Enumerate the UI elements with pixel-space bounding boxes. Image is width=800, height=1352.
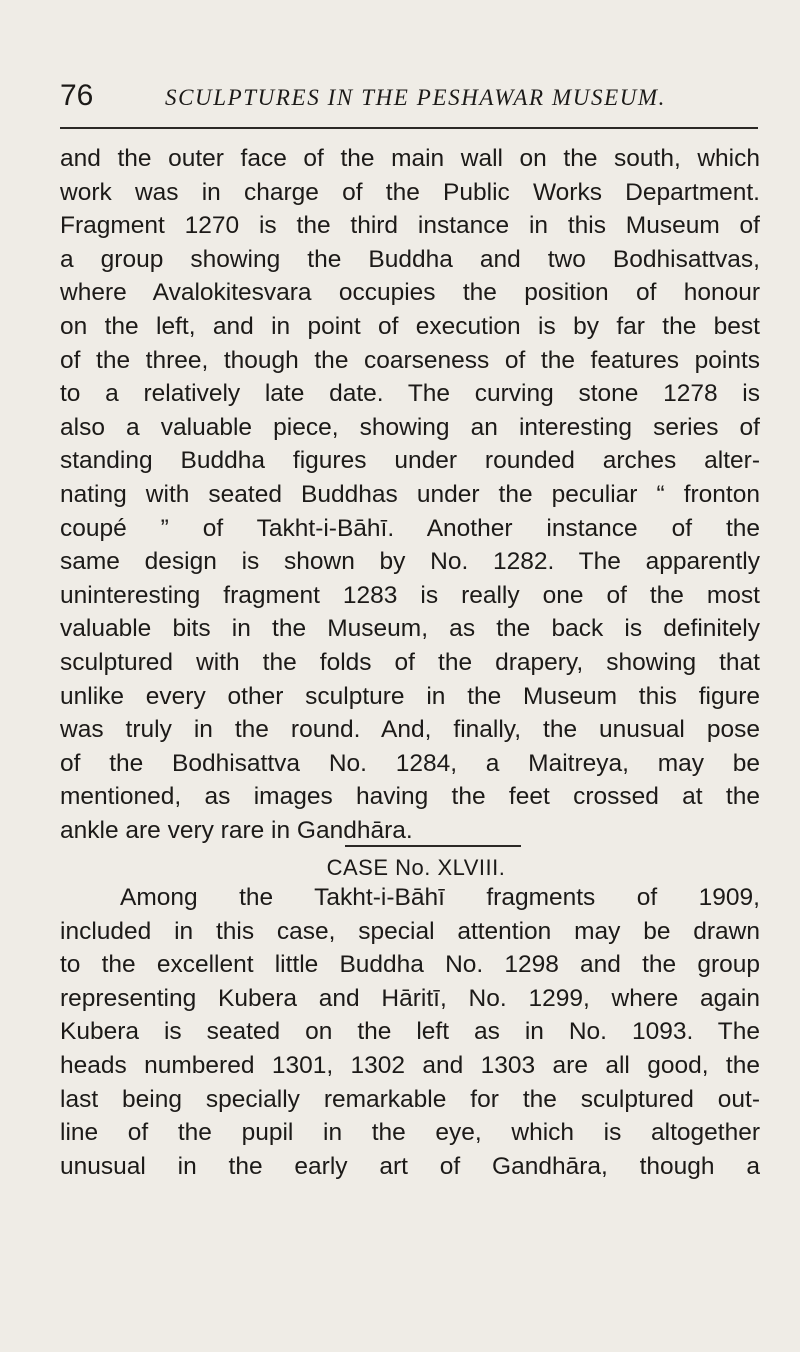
text-line: mentioned, as images having the feet crossed at the [60,783,760,811]
text-line: to the excellent little Buddha No. 1298 and the group [60,951,760,979]
running-title: SCULPTURES IN THE PESHAWAR MUSEUM. [165,85,667,110]
text-line: where Avalokitesvara occupies the position of honour [60,279,760,307]
text-line: unlike every other sculpture in the Museum this figure [60,682,760,710]
text-line: of the Bodhisattva No. 1284, a Maitreya, may be [60,749,760,777]
text-line: on the left, and in point of execution is by far the best [60,312,760,340]
running-head [60,74,760,118]
text-line: was truly in the round. And, finally, the unusual pose [60,716,760,744]
text-line: coupé ” of Takht-i-Bāhī. Another instance of the [60,514,760,542]
text-line: line of the pupil in the eye, which is altogether [60,1119,760,1147]
text-line: standing Buddha figures under rounded arches alter- [60,447,760,475]
text-line: heads numbered 1301, 1302 and 1303 are all good, the [60,1051,760,1079]
section-divider [345,845,521,847]
text-line: sculptured with the folds of the drapery, showing that [60,648,760,676]
text-line: a group showing the Buddha and two Bodhisattvas, [60,245,760,273]
text-line: included in this case, special attention may be drawn [60,917,760,945]
text-line: valuable bits in the Museum, as the back is definitely [60,615,760,643]
text-line: nating with seated Buddhas under the peculiar “ fronton [60,480,760,508]
text-line: work was in charge of the Public Works Department. [60,178,760,206]
text-line: to a relatively late date. The curving stone 1278 is [60,380,760,408]
section-heading: CASE No. XLVIII. [326,855,506,880]
text-line: and the outer face of the main wall on the south, which [60,145,760,172]
text-line: last being specially remarkable for the sculptured out- [60,1085,760,1113]
header-rule [60,127,758,129]
text-line: ankle are very rare in Gandhāra. [60,816,413,844]
text-line: also a valuable piece, showing an interesting series of [60,413,760,441]
text-line: Fragment 1270 is the third instance in this Museum of [60,212,760,240]
paragraph-1 [60,142,760,847]
paragraph-2 [60,881,760,1183]
text-line: representing Kubera and Hāritī, No. 1299, where again [60,984,760,1012]
text-line: Among the Takht-i-Bāhī fragments of 1909, [120,884,760,911]
text-line: uninteresting fragment 1283 is really one of the most [60,581,760,609]
text-line: of the three, though the coarseness of the features points [60,346,760,374]
text-line: unusual in the early art of Gandhāra, though a [60,1152,760,1180]
text-line: Kubera is seated on the left as in No. 1093. The [60,1018,760,1046]
page-number: 76 [60,79,94,112]
text-line: same design is shown by No. 1282. The apparently [60,548,760,576]
